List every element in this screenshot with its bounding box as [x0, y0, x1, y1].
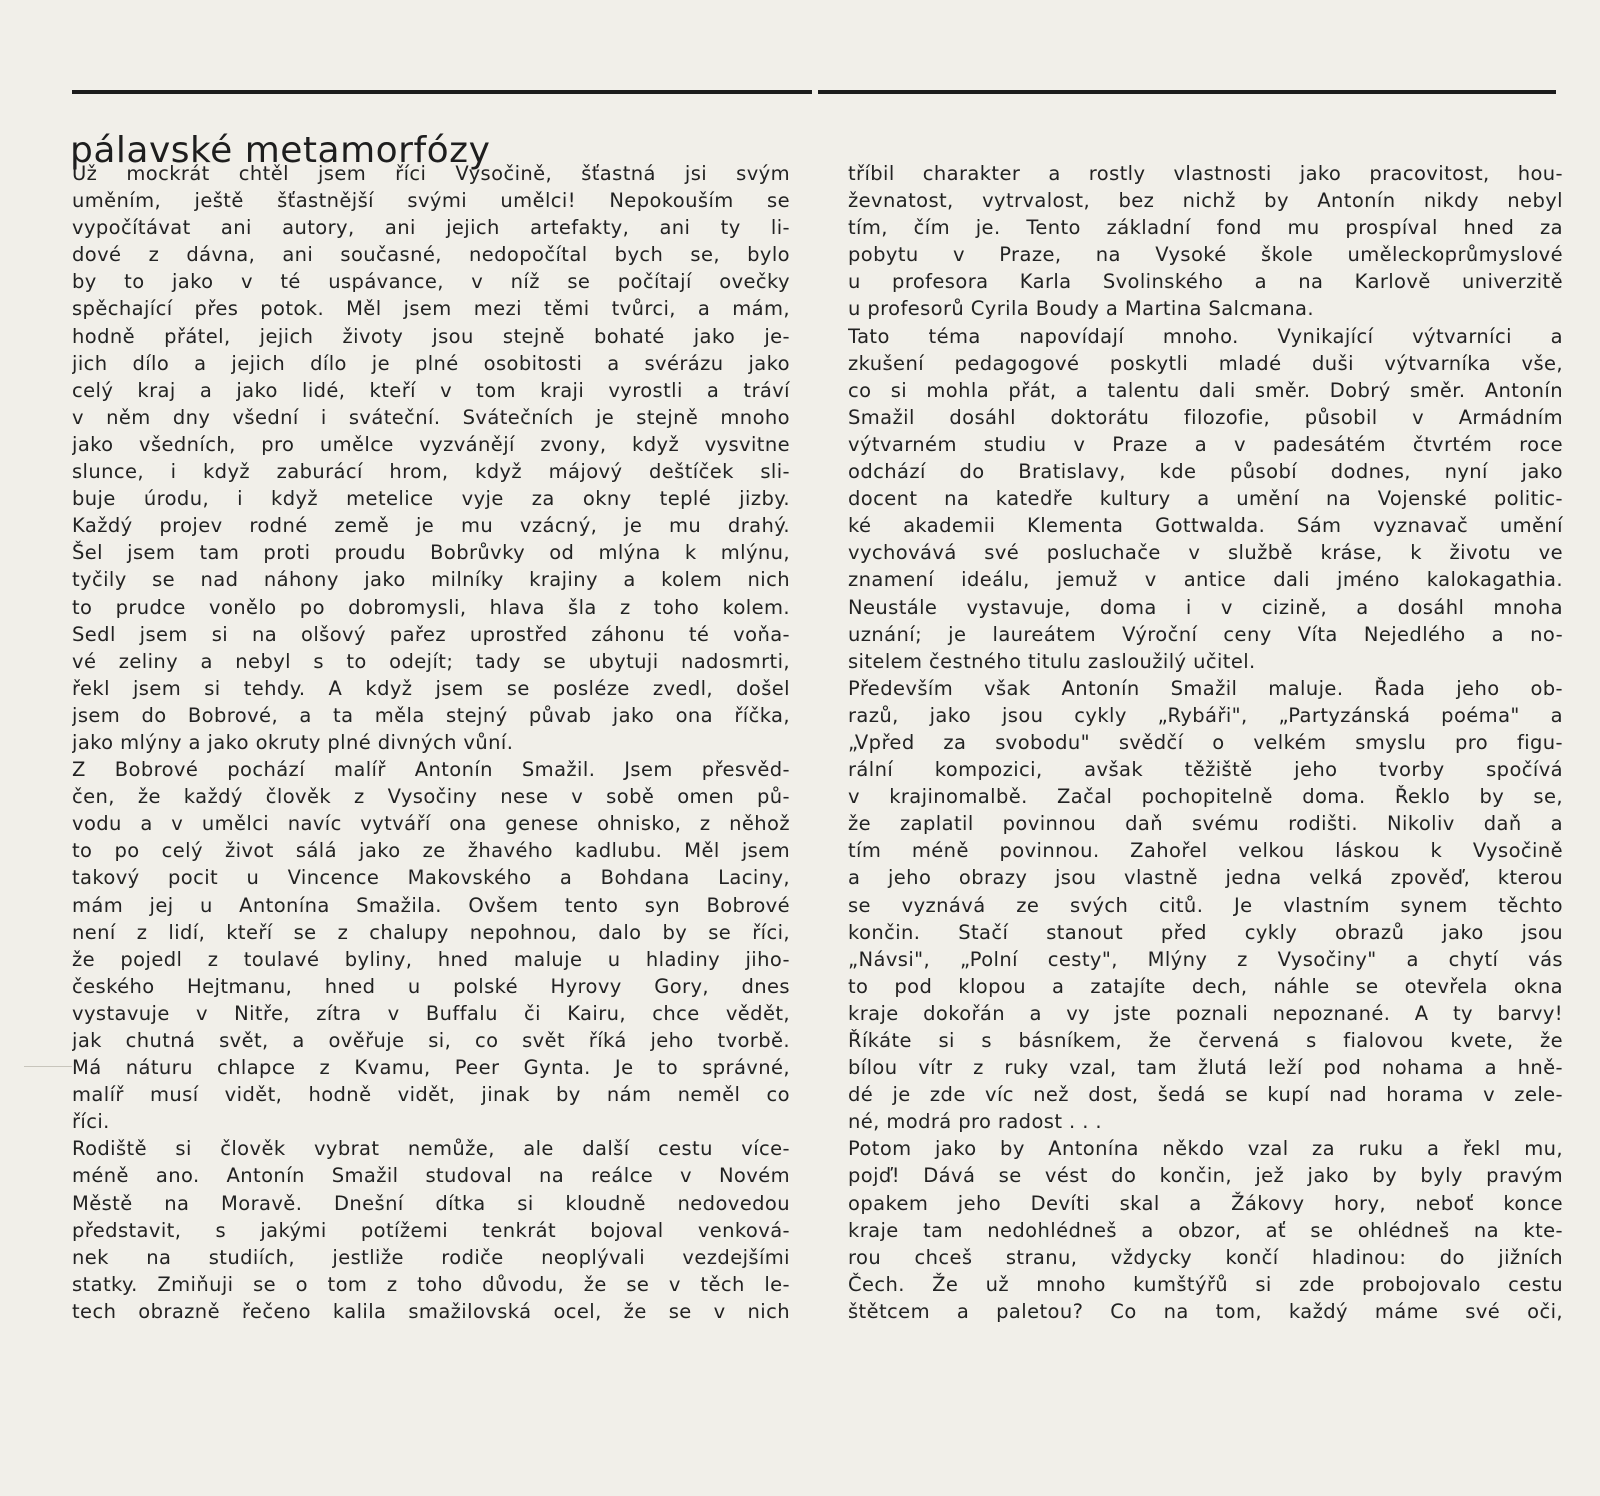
text-line: spěchající přes potok. Měl jsem mezi těmi tvůrci, a mám,: [72, 297, 790, 321]
text-line: Říkáte si s básníkem, že červená s fialovou kvete, že: [848, 1029, 1563, 1052]
text-line: slunce, i když zaburácí hrom, když májový deštíček sli-: [72, 460, 790, 484]
text-line: to pod klopou a zatajíte dech, náhle se otevřela okna: [848, 974, 1563, 998]
text-line: není z lidí, kteří se z chalupy nepohnou, dalo by se říci,: [72, 920, 790, 944]
text-line: opakem jeho Devíti skal a Žákovy hory, neboť konce: [848, 1191, 1563, 1215]
text-line: výtvarném studiu v Praze a v padesátém čtvrtém roce: [848, 432, 1563, 456]
text-line: razů, jako jsou cykly „Rybáři", „Partyzánská poéma" a: [848, 703, 1563, 727]
margin-mark: [24, 1066, 72, 1067]
text-line: rální kompozici, avšak těžiště jeho tvorby spočívá: [848, 758, 1563, 782]
text-line: kraje dokořán a vy jste poznali nepoznané. A ty barvy!: [848, 1001, 1563, 1025]
text-line: Smažil dosáhl doktorátu filozofie, působil v Armádním: [848, 405, 1563, 429]
text-line: docent na katedře kultury a umění na Vojenské politic-: [848, 487, 1563, 511]
text-line: jsem do Bobrové, a ta měla stejný půvab jako ona říčka,: [72, 703, 790, 727]
text-line: statky. Zmiňuji se o tom z toho důvodu, že se v těch le-: [72, 1272, 790, 1296]
text-line: v krajinomalbě. Začal pochopitelně doma. Řeklo by se,: [848, 785, 1563, 809]
text-line: malíř musí vidět, hodně vidět, jinak by nám neměl co: [72, 1083, 790, 1107]
text-line: by to jako v té uspávance, v níž se počítají ovečky: [72, 270, 790, 294]
text-line: jich dílo a jejich dílo je plné osobitosti a svérázu jako: [72, 351, 790, 375]
text-line: jako všedních, pro umělce vyzvánějí zvony, když vysvitne: [72, 432, 790, 456]
text-line: takový pocit u Vincence Makovského a Bohdana Laciny,: [72, 866, 790, 890]
text-line: zkušení pedagogové poskytli mladé duši výtvarníka vše,: [848, 351, 1563, 375]
text-line: že pojedl z toulavé byliny, hned maluje u hladiny jiho-: [72, 947, 790, 971]
text-line: Sedl jsem si na olšový pařez uprostřed záhonu té voňa-: [72, 622, 790, 646]
text-line: kraje tam nedohlédneš a obzor, ať se ohlédneš na kte-: [848, 1218, 1563, 1242]
text-line: uznání; je laureátem Výroční ceny Víta Nejedlého a no-: [848, 622, 1563, 646]
text-line: pobytu v Praze, na Vysoké škole uměleckoprůmyslové: [848, 243, 1563, 267]
text-line: sitelem čestného titulu zasloužilý učitel.: [848, 649, 1256, 673]
text-line: dové z dávna, ani současné, nedopočítal bych se, bylo: [72, 243, 790, 267]
text-line: nek na studiích, jestliže rodiče neoplývali vezdejšími: [72, 1245, 790, 1269]
text-line: rou chceš stranu, vždycky končí hladinou: do jižních: [848, 1245, 1563, 1269]
text-column-left: [72, 160, 790, 1325]
text-line: Z Bobrové pochází malíř Antonín Smažil. Jsem přesvěd-: [72, 758, 790, 782]
text-line: „Návsi", „Polní cesty", Mlýny z Vysočiny" a chytí vás: [848, 947, 1563, 971]
text-line: vychovává své posluchače v službě kráse, k životu ve: [848, 541, 1563, 565]
text-line: ževnatost, vytrvalost, bez nichž by Antonín nikdy nebyl: [848, 189, 1563, 213]
text-line: že zaplatil povinnou daň svému rodišti. Nikoliv daň a: [848, 812, 1563, 836]
text-line: končin. Stačí stanout před cykly obrazů jako jsou: [848, 920, 1563, 944]
text-line: říci.: [72, 1110, 110, 1134]
text-line: Čech. Že už mnoho kumštýřů si zde probojovalo cestu: [848, 1272, 1563, 1296]
text-line: vé zeliny a nebyl s to odejít; tady se ubytuji nadosmrti,: [72, 649, 790, 673]
text-line: vystavuje v Nitře, zítra v Buffalu či Kairu, chce vědět,: [72, 1001, 790, 1025]
text-line: mám jej u Antonína Smažila. Ovšem tento syn Bobrové: [72, 893, 790, 917]
text-line: co si mohla přát, a talentu dali směr. Dobrý směr. Antonín: [848, 378, 1563, 402]
text-line: Potom jako by Antonína někdo vzal za ruku a řekl mu,: [848, 1137, 1563, 1161]
text-line: tříbil charakter a rostly vlastnosti jako pracovitost, hou-: [848, 162, 1563, 185]
text-line: to po celý život sálá jako ze žhavého kadlubu. Měl jsem: [72, 839, 790, 863]
text-line: dé je zde víc než dost, šedá se kupí nad horama v zele-: [848, 1083, 1563, 1107]
text-line: pojď! Dává se vést do končin, jež jako by byly pravým: [848, 1164, 1563, 1188]
text-line: tech obrazně řečeno kalila smažilovská ocel, že se v nich: [72, 1299, 790, 1323]
text-line: to prudce vonělo po dobromysli, hlava šla z toho kolem.: [72, 595, 790, 619]
text-line: Šel jsem tam proti proudu Bobrůvky od mlýna k mlýnu,: [72, 541, 790, 565]
text-line: Každý projev rodné země je mu vzácný, je mu drahý.: [72, 514, 790, 538]
text-line: Neustále vystavuje, doma i v cizině, a dosáhl mnoha: [848, 595, 1563, 619]
text-line: jak chutná svět, a ověřuje si, co svět říká jeho tvorbě.: [72, 1029, 790, 1052]
text-line: bílou vítr z ruky vzal, tam žlutá leží pod nohama a hně-: [848, 1056, 1563, 1080]
text-line: znamení ideálu, jemuž v antice dali jméno kalokagathia.: [848, 568, 1563, 592]
text-line: tím, čím je. Tento základní fond mu prospíval hned za: [848, 216, 1563, 240]
text-line: představit, s jakými potížemi tenkrát bojoval venková-: [72, 1218, 790, 1242]
text-line: českého Hejtmanu, hned u polské Hyrovy Gory, dnes: [72, 974, 790, 998]
text-line: Má náturu chlapce z Kvamu, Peer Gynta. Je to správné,: [72, 1056, 790, 1080]
text-line: Městě na Moravě. Dnešní dítka si kloudně nedovedou: [72, 1191, 790, 1215]
text-line: buje úrodu, i když metelice vyje za okny teplé jizby.: [72, 487, 790, 511]
header-rule-left: [72, 90, 812, 94]
text-line: Především však Antonín Smažil maluje. Řada jeho ob-: [848, 676, 1563, 700]
text-line: štětcem a paletou? Co na tom, každý máme své oči,: [848, 1299, 1563, 1323]
header-rule-right: [818, 90, 1556, 94]
article-title: pálavské metamorfózy: [70, 130, 491, 172]
text-line: hodně přátel, jejich životy jsou stejně bohaté jako je-: [72, 324, 790, 348]
text-line: odchází do Bratislavy, kde působí dodnes, nyní jako: [848, 460, 1563, 484]
text-line: „Vpřed za svobodu" svědčí o velkém smyslu pro figu-: [848, 730, 1563, 754]
text-line: Tato téma napovídají mnoho. Vynikající výtvarníci a: [848, 324, 1563, 348]
text-line: celý kraj a jako lidé, kteří v tom kraji vyrostli a tráví: [72, 378, 790, 402]
text-line: vypočítávat ani autory, ani jejich artefakty, ani ty li-: [72, 216, 790, 240]
text-line: méně ano. Antonín Smažil studoval na reálce v Novém: [72, 1164, 790, 1188]
text-line: čen, že každý člověk z Vysočiny nese v sobě omen pů-: [72, 785, 790, 809]
text-line: tyčily se nad náhony jako milníky krajiny a kolem nich: [72, 568, 790, 592]
text-line: řekl jsem si tehdy. A když jsem se posléze zvedl, došel: [72, 676, 790, 700]
text-column-right: [848, 160, 1563, 1325]
text-line: né, modrá pro radost . . .: [848, 1110, 1102, 1134]
text-line: v něm dny všední i sváteční. Svátečních je stejně mnoho: [72, 405, 790, 429]
text-line: u profesorů Cyrila Boudy a Martina Salcmana.: [848, 297, 1314, 321]
text-line: uměním, ještě šťastnější svými umělci! Nepokouším se: [72, 189, 790, 213]
text-line: tím méně povinnou. Zahořel velkou láskou k Vysočině: [848, 839, 1563, 863]
text-line: Už mockrát chtěl jsem říci Vysočině, šťastná jsi svým: [72, 162, 790, 185]
text-line: Rodiště si člověk vybrat nemůže, ale další cestu více-: [72, 1137, 790, 1161]
text-line: se vyznává ze svých citů. Je vlastním synem těchto: [848, 893, 1563, 917]
text-line: jako mlýny a jako okruty plné divných vůní.: [72, 730, 514, 754]
text-line: ké akademii Klementa Gottwalda. Sám vyznavač umění: [848, 514, 1563, 538]
text-line: a jeho obrazy jsou vlastně jedna velká zpověď, kterou: [848, 866, 1563, 890]
text-line: vodu a v umělci navíc vytváří ona genese ohnisko, z něhož: [72, 812, 790, 836]
text-line: u profesora Karla Svolinského a na Karlově univerzitě: [848, 270, 1563, 294]
